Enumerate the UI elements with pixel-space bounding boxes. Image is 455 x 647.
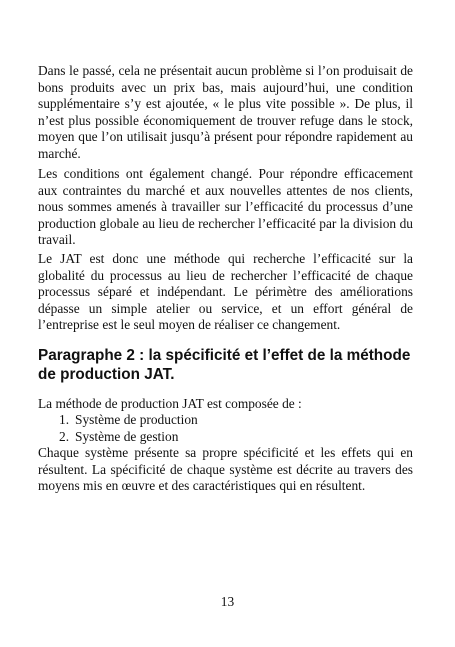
list-item — [38, 429, 413, 446]
paragraph-changed-conditions: Les conditions ont également changé. Pour répondre efficacement aux contraintes du marché et aux nouvelles attentes de nos clients, nous sommes amenés à travailler sur l’efficacité du processus d’une production globale au lieu de rechercher l’efficacité par la division du travail. — [38, 166, 413, 248]
systems-list — [38, 412, 413, 445]
paragraph-jat-method: Le JAT est donc une méthode qui recherche l’efficacité sur la globalité du processus au lieu de rechercher l’efficacité de chaque processus séparé et indépendant. Le périmètre des améliorations dépasse un simple atelier ou service, et un effort général de l’entreprise est le seul moyen de réaliser ce changement. — [38, 251, 413, 333]
paragraph-system-specificity: Chaque système présente sa propre spécificité et les effets qui en résultent. La spécificité de chaque système est décrite au travers des moyens mis en œuvre et des caractéristiques qui en résultent. — [38, 445, 413, 494]
paragraph-past-conditions: Dans le passé, cela ne présentait aucun problème si l’on produisait de bons produits avec un prix bas, mais aujourd’hui, une condition supplémentaire s’y est ajoutée, « le plus vite possible ». De plus, il n’est plus possible économiquement de trouver refuge dans le stock, moyen que l’on utilisait jusqu’à présent pour répondre rapidement au marché. — [38, 63, 413, 161]
list-item — [38, 412, 413, 429]
list-item-number: 1. — [59, 412, 70, 427]
section-heading: Paragraphe 2 : la spécificité et l’effet de la méthode de production JAT. — [38, 347, 411, 383]
list-item-number: 2. — [59, 428, 70, 444]
page-number: 13 — [220, 594, 235, 609]
list-item-text: Système de gestion — [75, 428, 179, 444]
list-intro: La méthode de production JAT est composée de : — [38, 396, 302, 411]
list-item-text: Système de production — [75, 412, 198, 427]
